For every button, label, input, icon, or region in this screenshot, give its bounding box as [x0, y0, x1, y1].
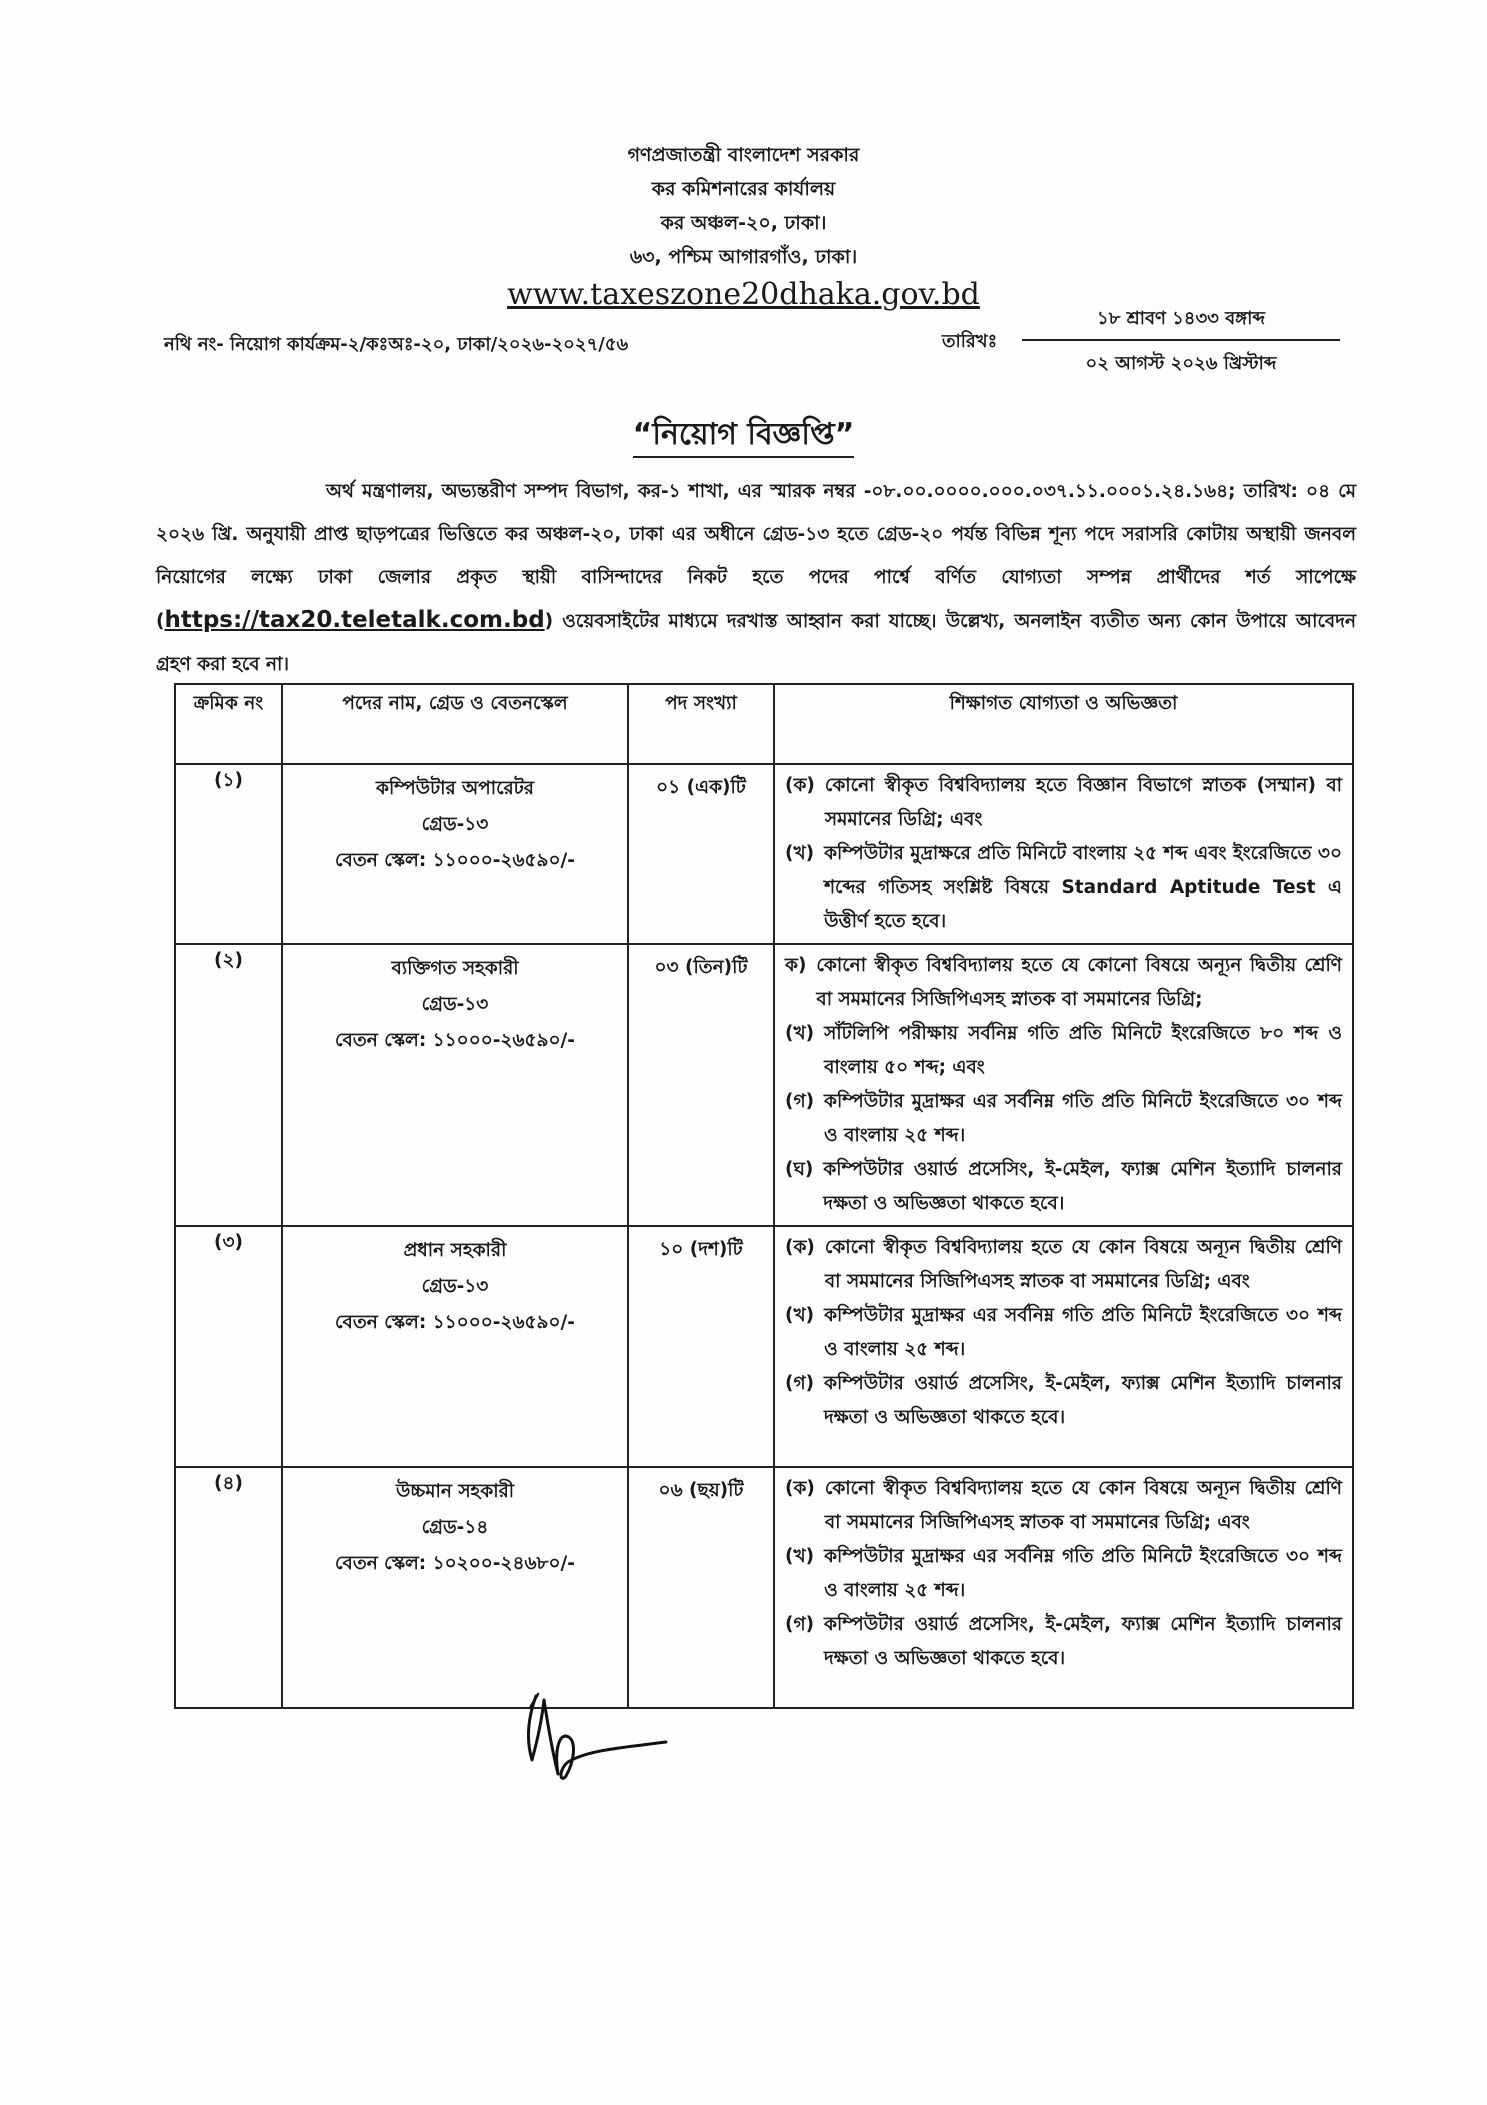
- qualification-item: [785, 1231, 1342, 1299]
- date-block: [1022, 304, 1340, 380]
- post-name: কম্পিউটার অপারেটর: [376, 778, 534, 799]
- table-row: [175, 1467, 1353, 1708]
- qualification-text: কম্পিউটার মুদ্রাক্ষর এর সর্বনিম্ন গতি প্রতি মিনিটে ইংরেজিতে ৩০ শব্দ ও বাংলায় ২৫ শব্দ।: [824, 1305, 1342, 1360]
- header-qualification: শিক্ষাগত যোগ্যতা ও অভিজ্ঞতা: [774, 684, 1353, 764]
- table-row: [175, 944, 1353, 1226]
- qualification-marker: (ক): [785, 775, 815, 796]
- qualification-marker: (গ): [785, 1614, 815, 1635]
- post-grade: গ্রেড-১৩: [421, 994, 489, 1015]
- row-post-count: ০৬ (ছয়)টি: [628, 1467, 774, 1708]
- qualification-item: [785, 837, 1342, 939]
- qualification-item: [785, 1153, 1342, 1221]
- header-website-link[interactable]: www.taxeszone20dhaka.gov.bd: [507, 277, 980, 312]
- qualification-marker: (খ): [785, 1023, 815, 1044]
- row-post: [282, 944, 628, 1226]
- intro-text-after: ) ওয়েবসাইটের মাধ্যমে দরখাস্ত আহ্বান করা যাচ্ছে। উল্লেখ্য, অনলাইন ব্যতীত অন্য কোন উপায়ে আবেদন গ্রহণ করা হবে না।: [156, 611, 1356, 675]
- table-body: [175, 764, 1353, 1708]
- row-qualifications: [774, 944, 1353, 1226]
- qualification-marker: (ক): [785, 1237, 815, 1258]
- post-grade: গ্রেড-১৩: [421, 814, 489, 835]
- qualification-marker: (ক): [785, 1478, 815, 1499]
- post-grade: গ্রেড-১৩: [421, 1276, 489, 1297]
- intro-paragraph: [156, 470, 1356, 686]
- vacancy-table: [174, 683, 1354, 1709]
- qualification-item: [785, 1367, 1342, 1435]
- qualification-item: [785, 1608, 1342, 1676]
- header-government: গণপ্রজাতন্ত্রী বাংলাদেশ সরকার: [627, 144, 860, 166]
- row-serial: (২): [175, 944, 282, 1226]
- qualification-text: সাঁটলিপি পরীক্ষায় সর্বনিম্ন গতি প্রতি মিনিটে ইংরেজিতে ৮০ শব্দ ও বাংলায় ৫০ শব্দ; এবং: [824, 1023, 1342, 1078]
- date-gregorian: ০২ আগস্ট ২০২৬ খ্রিস্টাব্দ: [1085, 353, 1277, 374]
- qualification-item: [785, 1472, 1342, 1540]
- qualification-text: কম্পিউটার মুদ্রাক্ষর এর সর্বনিম্ন গতি প্রতি মিনিটে ইংরেজিতে ৩০ শব্দ ও বাংলায় ২৫ শব্দ।: [824, 1091, 1342, 1146]
- qualification-text: কোনো স্বীকৃত বিশ্ববিদ্যালয় হতে যে কোন বিষয়ে অন্যূন দ্বিতীয় শ্রেণি বা সমমানের সিজিপিএসহ স্নাতক বা সমমানের ডিগ্রি; এবং: [824, 1237, 1342, 1292]
- row-post-count: ১০ (দশ)টি: [628, 1226, 774, 1467]
- qualification-item: [785, 1299, 1342, 1367]
- qualification-item: [785, 1540, 1342, 1608]
- reference-number: নথি নং- নিয়োগ কার্যক্রম-২/কঃঅঃ-২০, ঢাকা/২০২৬-২০২৭/৫৬: [164, 334, 629, 355]
- qualification-marker: (ঘ): [785, 1159, 814, 1180]
- qualification-text: কোনো স্বীকৃত বিশ্ববিদ্যালয় হতে যে কোন বিষয়ে অন্যূন দ্বিতীয় শ্রেণি বা সমমানের সিজিপিএসহ স্নাতক বা সমমানের ডিগ্রি; এবং: [824, 1478, 1342, 1533]
- signature-icon: [508, 1678, 678, 1802]
- post-pay-scale: বেতন স্কেল: ১০২০০-২৪৬৮০/-: [335, 1553, 575, 1574]
- qualification-marker: (খ): [785, 843, 815, 864]
- qualification-marker: (খ): [785, 1305, 815, 1326]
- header-office: কর কমিশনারের কার্যালয়: [651, 178, 836, 200]
- table-header-row: [175, 684, 1353, 764]
- header-serial: ক্রমিক নং: [175, 684, 282, 764]
- row-post: [282, 1226, 628, 1467]
- post-pay-scale: বেতন স্কেল: ১১০০০-২৬৫৯০/-: [335, 850, 575, 871]
- header-post: পদের নাম, গ্রেড ও বেতনস্কেল: [282, 684, 628, 764]
- row-serial: (১): [175, 764, 282, 944]
- notice-title: [0, 410, 1487, 461]
- row-serial: (৩): [175, 1226, 282, 1467]
- row-post: [282, 764, 628, 944]
- row-post-count: ০৩ (তিন)টি: [628, 944, 774, 1226]
- table-row: [175, 1226, 1353, 1467]
- date-bengali: ১৮ শ্রাবণ ১৪৩৩ বঙ্গাব্দ: [1022, 304, 1340, 341]
- header-zone: কর অঞ্চল-২০, ঢাকা।: [660, 212, 827, 234]
- post-name: উচ্চমান সহকারী: [395, 1481, 515, 1502]
- row-qualifications: [774, 1226, 1353, 1467]
- header-count: পদ সংখ্যা: [628, 684, 774, 764]
- table-row: [175, 764, 1353, 944]
- qualification-text: কোনো স্বীকৃত বিশ্ববিদ্যালয় হতে যে কোনো বিষয়ে অন্যূন দ্বিতীয় শ্রেণি বা সমমানের সিজিপিএসহ স্নাতক বা সমমানের ডিগ্রি;: [816, 955, 1342, 1010]
- qualification-text: কম্পিউটার মুদ্রাক্ষরে প্রতি মিনিটে বাংলায় ২৫ শব্দ এবং ইংরেজিতে ৩০ শব্দের গতিসহ সংশ্লিষ্ট বিষয়ে Standard Aptitude Test এ উত্তীর্ণ হতে হবে।: [824, 843, 1342, 932]
- row-serial: (৪): [175, 1467, 282, 1708]
- post-name: ব্যক্তিগত সহকারী: [391, 958, 519, 979]
- post-grade: গ্রেড-১৪: [421, 1517, 489, 1538]
- qualification-text: কম্পিউটার ওয়ার্ড প্রসেসিং, ই-মেইল, ফ্যাক্স মেশিন ইত্যাদি চালনার দক্ষতা ও অভিজ্ঞতা থাকতে হবে।: [823, 1159, 1342, 1214]
- row-qualifications: [774, 1467, 1353, 1708]
- post-name: প্রধান সহকারী: [403, 1240, 507, 1261]
- post-pay-scale: বেতন স্কেল: ১১০০০-২৬৫৯০/-: [335, 1030, 575, 1051]
- qualification-text: কম্পিউটার মুদ্রাক্ষর এর সর্বনিম্ন গতি প্রতি মিনিটে ইংরেজিতে ৩০ শব্দ ও বাংলায় ২৫ শব্দ।: [824, 1546, 1342, 1601]
- qualification-marker: (গ): [785, 1091, 815, 1112]
- qualification-text: কম্পিউটার ওয়ার্ড প্রসেসিং, ই-মেইল, ফ্যাক্স মেশিন ইত্যাদি চালনার দক্ষতা ও অভিজ্ঞতা থাকতে হবে।: [824, 1614, 1342, 1669]
- qualification-marker: (খ): [785, 1546, 815, 1567]
- post-pay-scale: বেতন স্কেল: ১১০০০-২৬৫৯০/-: [335, 1312, 575, 1333]
- date-label: তারিখঃ: [942, 331, 998, 352]
- qualification-text: কোনো স্বীকৃত বিশ্ববিদ্যালয় হতে বিজ্ঞান বিভাগে স্নাতক (সম্মান) বা সমমানের ডিগ্রি; এবং: [824, 775, 1342, 830]
- application-link[interactable]: https://tax20.teletalk.com.bd: [164, 607, 545, 633]
- qualification-item: [785, 949, 1342, 1017]
- row-post: [282, 1467, 628, 1708]
- letterhead: [0, 138, 1487, 314]
- notice-title-text: “নিয়োগ বিজ্ঞপ্তি”: [633, 417, 855, 458]
- row-qualifications: [774, 764, 1353, 944]
- qualification-item: [785, 1017, 1342, 1085]
- intro-text-before: অর্থ মন্ত্রণালয়, অভ্যন্তরীণ সম্পদ বিভাগ, কর-১ শাখা, এর স্মারক নম্বর -০৮.০০.০০০০.০০০.০৩৭.১১.০০০১.২৪.১৬৪; তারিখ: ০৪ মে ২০২৬ খ্রি. অনুযায়ী প্রাপ্ত ছাড়পত্রের ভিত্তিতে কর অঞ্চল-২০, ঢাকা এর অধীনে গ্রেড-১৩ হতে গ্রেড-২০ পর্যন্ত বিভিন্ন শূন্য পদে সরাসরি কোটায় অস্থায়ী জনবল নিয়োগের লক্ষ্যে ঢাকা জেলার প্রকৃত স্থায়ী বাসিন্দাদের নিকট হতে পদের পার্শ্বে বর্ণিত যোগ্যতা সম্পন্ন প্রার্থীদের শর্ত সাপেক্ষে (: [156, 481, 1356, 632]
- qualification-item: [785, 1085, 1342, 1153]
- qualification-marker: ক): [785, 955, 807, 976]
- qualification-marker: (গ): [785, 1373, 815, 1394]
- qualification-text: কম্পিউটার ওয়ার্ড প্রসেসিং, ই-মেইল, ফ্যাক্স মেশিন ইত্যাদি চালনার দক্ষতা ও অভিজ্ঞতা থাকতে হবে।: [824, 1373, 1342, 1428]
- header-address: ৬৩, পশ্চিম আগারগাঁও, ঢাকা।: [629, 246, 858, 268]
- row-post-count: ০১ (এক)টি: [628, 764, 774, 944]
- qualification-item: [785, 769, 1342, 837]
